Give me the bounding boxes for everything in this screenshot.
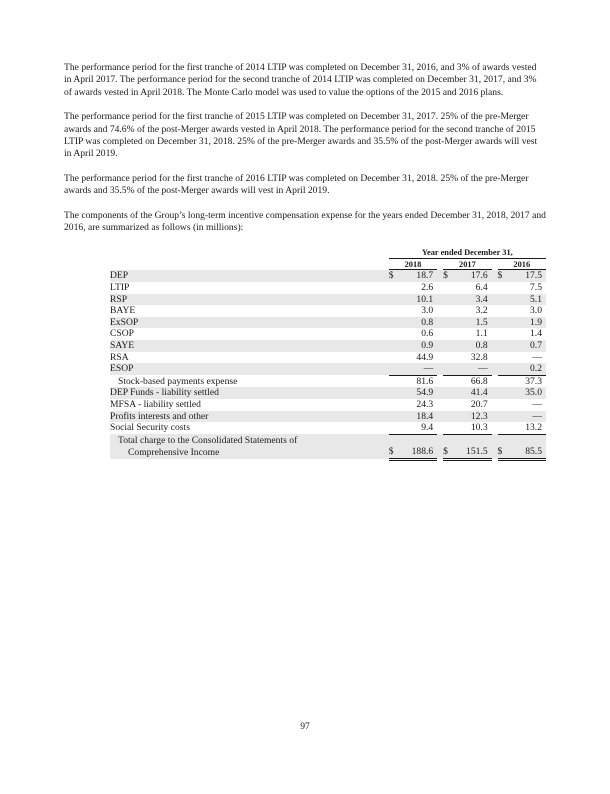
paragraph-2016-ltip: The performance period for the first tranche of 2016 LTIP was completed on December 31, 2018. 25% of the pre-Merger awards and 35.5% of the post-Merger awards will vest in April 2019. — [64, 172, 529, 197]
compensation-expense-table — [110, 248, 546, 461]
row-label: LTIP — [110, 282, 130, 294]
table-row — [110, 282, 546, 294]
value-2016: 35.0 — [506, 387, 546, 399]
year-header-2017: 2017 — [443, 259, 492, 270]
row-label: DEP — [110, 270, 389, 282]
paragraph-2014-ltip: The performance period for the first tranche of 2014 LTIP was completed on December 31, 2016, and 3% of awards vested in April 2017. The performance period for the second tranche of 2014 LTIP was completed on December 31, 2017, and 3% of awards vested in April 2018. The Monte Carlo model was used to value the options of the 2015 and 2016 plans. — [64, 62, 537, 98]
value-2018: 18.4 — [398, 411, 438, 423]
value-2017: 6.4 — [475, 282, 488, 294]
value-2016: 1.4 — [530, 328, 542, 340]
row-label: RSP — [110, 294, 389, 306]
document-page — [64, 62, 546, 461]
value-2018: 0.9 — [398, 340, 438, 352]
table-row — [110, 328, 546, 340]
row-label: ExSOP — [110, 317, 389, 329]
total-label-line1: Total charge to the Consolidated Statements of — [110, 434, 389, 446]
table-row-total — [110, 446, 546, 459]
value-2018: 54.9 — [398, 387, 438, 399]
table-row — [110, 270, 546, 282]
value-2017: 17.6 — [452, 270, 492, 282]
value-2016: 7.5 — [530, 282, 542, 294]
paragraph-2015-ltip: The performance period for the first tranche of 2015 LTIP was completed on December 31, 2017. 25% of the pre-Merger awards and 74.6% of the post-Merger awards vested in April 2018. The performance period for the second tranche of 2015 LTIP was completed on December 31, 2018. 25% of the pre-Merger awards and 35.5% of the post-Merger awards will vest in April 2019. — [64, 111, 538, 160]
value-2017: 1.5 — [452, 317, 492, 329]
currency-symbol: $ — [389, 270, 398, 282]
value-2017: 3.4 — [452, 294, 492, 306]
value-2017: — — [452, 363, 492, 375]
year-header-2018: 2018 — [389, 259, 438, 270]
row-label: DEP Funds - liability settled — [110, 387, 389, 399]
total-label-line2: Comprehensive Income — [110, 446, 389, 459]
value-2016: 37.3 — [506, 375, 546, 387]
total-2016: 85.5 — [506, 446, 546, 459]
value-2017: 1.1 — [475, 328, 488, 340]
value-2016: 13.2 — [525, 422, 542, 434]
row-label: Profits interests and other — [110, 411, 389, 423]
table-row — [110, 340, 546, 352]
row-label: CSOP — [110, 328, 134, 340]
value-2016: — — [532, 399, 542, 410]
value-2017: 66.8 — [452, 375, 492, 387]
value-2017: 0.8 — [452, 340, 492, 352]
value-2017: 20.7 — [470, 399, 488, 410]
row-label: Stock-based payments expense — [118, 375, 238, 387]
row-label: MFSA - liability settled — [110, 399, 201, 410]
value-2016: 0.7 — [506, 340, 546, 352]
table-row — [110, 411, 546, 423]
table-row — [110, 317, 546, 329]
value-2016: 3.0 — [530, 305, 542, 317]
row-label: RSA — [110, 351, 129, 363]
value-2016: 1.9 — [506, 317, 546, 329]
year-header-2016: 2016 — [498, 259, 546, 270]
table-row — [110, 363, 546, 375]
total-2017: 151.5 — [452, 446, 492, 459]
currency-symbol: $ — [498, 270, 507, 282]
value-2017: 12.3 — [452, 411, 492, 423]
page-number: 97 — [300, 721, 310, 732]
value-2016: — — [506, 411, 546, 423]
value-2018: 24.3 — [416, 399, 434, 410]
value-2018: 44.9 — [416, 351, 434, 363]
value-2018: — — [398, 363, 438, 375]
value-2017: 41.4 — [452, 387, 492, 399]
currency-symbol: $ — [498, 446, 507, 459]
table-row — [110, 399, 546, 411]
table-row — [110, 352, 546, 364]
currency-symbol: $ — [443, 446, 452, 459]
row-label: ESOP — [110, 363, 389, 375]
value-2016: — — [532, 351, 542, 363]
value-2016: 17.5 — [506, 270, 546, 282]
value-2018: 3.0 — [421, 305, 434, 317]
table-row — [110, 387, 546, 399]
value-2018: 0.8 — [398, 317, 438, 329]
value-2018: 10.1 — [398, 294, 438, 306]
value-2016: 0.2 — [506, 363, 546, 375]
value-2018: 9.4 — [421, 422, 434, 434]
table-row — [110, 305, 546, 317]
table-row — [110, 422, 546, 434]
value-2017: 3.2 — [475, 305, 488, 317]
table-period-header: Year ended December 31, — [389, 248, 546, 259]
value-2018: 0.6 — [421, 328, 434, 340]
paragraph-components-intro: The components of the Group’s long-term incentive compensation expense for the years ended December 31, 2018, 2017 and 2016, are summarized as follows (in millions): — [64, 209, 546, 234]
value-2017: 10.3 — [470, 422, 488, 434]
currency-symbol: $ — [389, 446, 398, 459]
row-label: Social Security costs — [110, 422, 190, 434]
total-2018: 188.6 — [398, 446, 438, 459]
row-label: SAYE — [110, 340, 389, 352]
row-label: BAYE — [110, 305, 136, 317]
value-2017: 32.8 — [470, 351, 488, 363]
value-2018: 18.7 — [398, 270, 438, 282]
value-2018: 2.6 — [421, 282, 434, 294]
table-row — [110, 294, 546, 306]
currency-symbol: $ — [443, 270, 452, 282]
value-2018: 81.6 — [398, 375, 438, 387]
value-2016: 5.1 — [506, 294, 546, 306]
table-row-subtotal — [110, 375, 546, 387]
table-row-total-line1 — [110, 434, 546, 446]
